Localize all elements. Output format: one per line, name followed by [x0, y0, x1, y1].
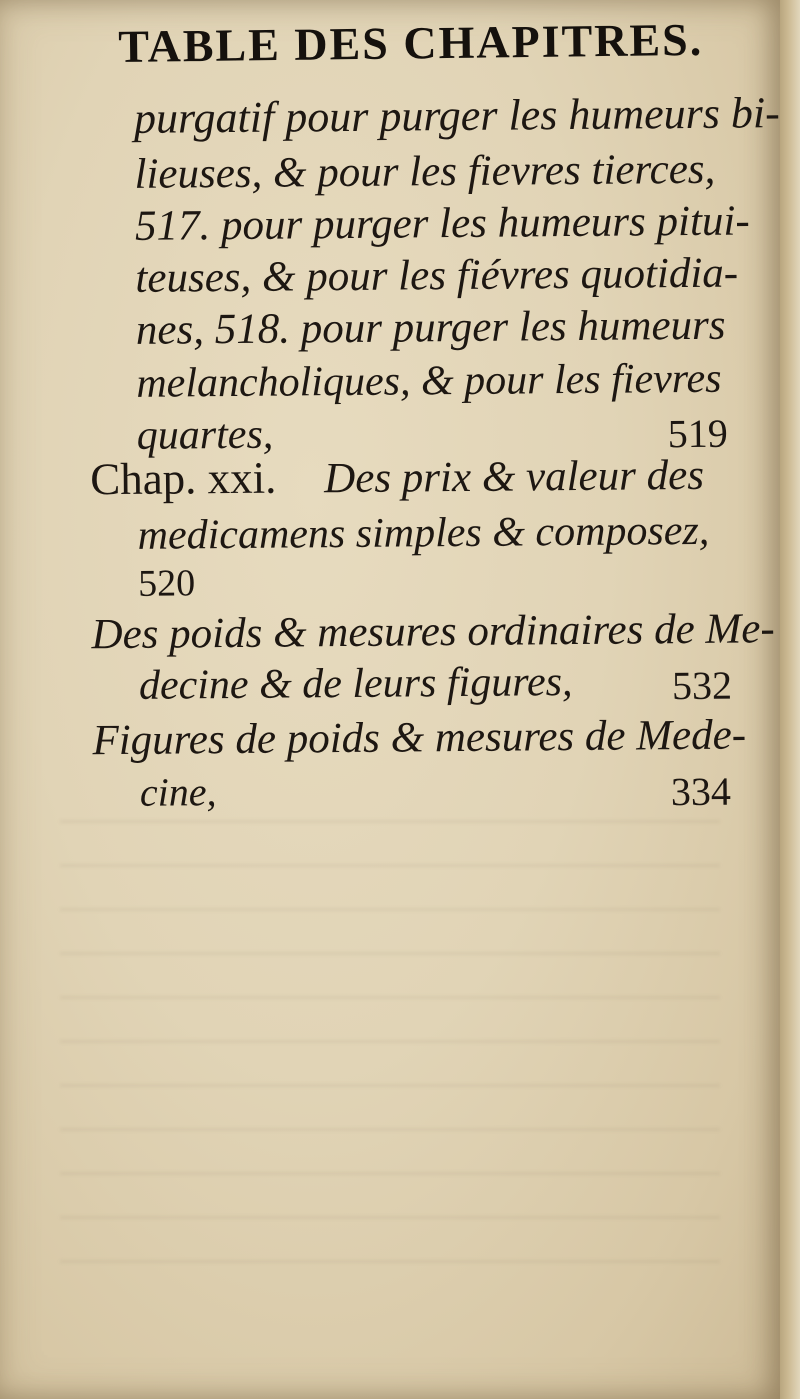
toc-line-4: teuses, & pour les fiévres quotidia- [135, 249, 739, 302]
toc-line-3: 517. pour purger les humeurs pitui- [134, 197, 750, 250]
chapter-title: Des prix & valeur des [323, 451, 705, 503]
toc-line-9: medicamens simples & composez, [137, 507, 710, 559]
toc-line-14: cine, [139, 769, 217, 815]
show-through-text [60, 820, 720, 1300]
toc-line-1: purgatif pour purger les humeurs bi- [133, 88, 780, 143]
page-edge [780, 0, 800, 1399]
chapter-label: Chap. xxi. [89, 452, 277, 505]
toc-line-13: Figures de poids & mesures de Mede- [92, 711, 747, 765]
page-number-519: 519 [667, 410, 729, 457]
running-header: TABLE DES CHAPITRES. [118, 13, 704, 72]
toc-line-2: lieuses, & pour les fievres tierces, [134, 145, 716, 198]
page-number-532: 532 [671, 662, 733, 709]
toc-line-11: Des poids & mesures ordinaires de Me- [91, 605, 775, 659]
toc-line-5: nes, 518. pour purger les humeurs [135, 301, 726, 354]
toc-line-6: melancholiques, & pour les fievres [136, 355, 722, 407]
toc-line-7: quartes, [136, 411, 274, 459]
toc-line-12: decine & de leurs figures, [138, 659, 573, 709]
page-number-334: 334 [670, 768, 732, 815]
page-number-520: 520 [137, 562, 196, 605]
